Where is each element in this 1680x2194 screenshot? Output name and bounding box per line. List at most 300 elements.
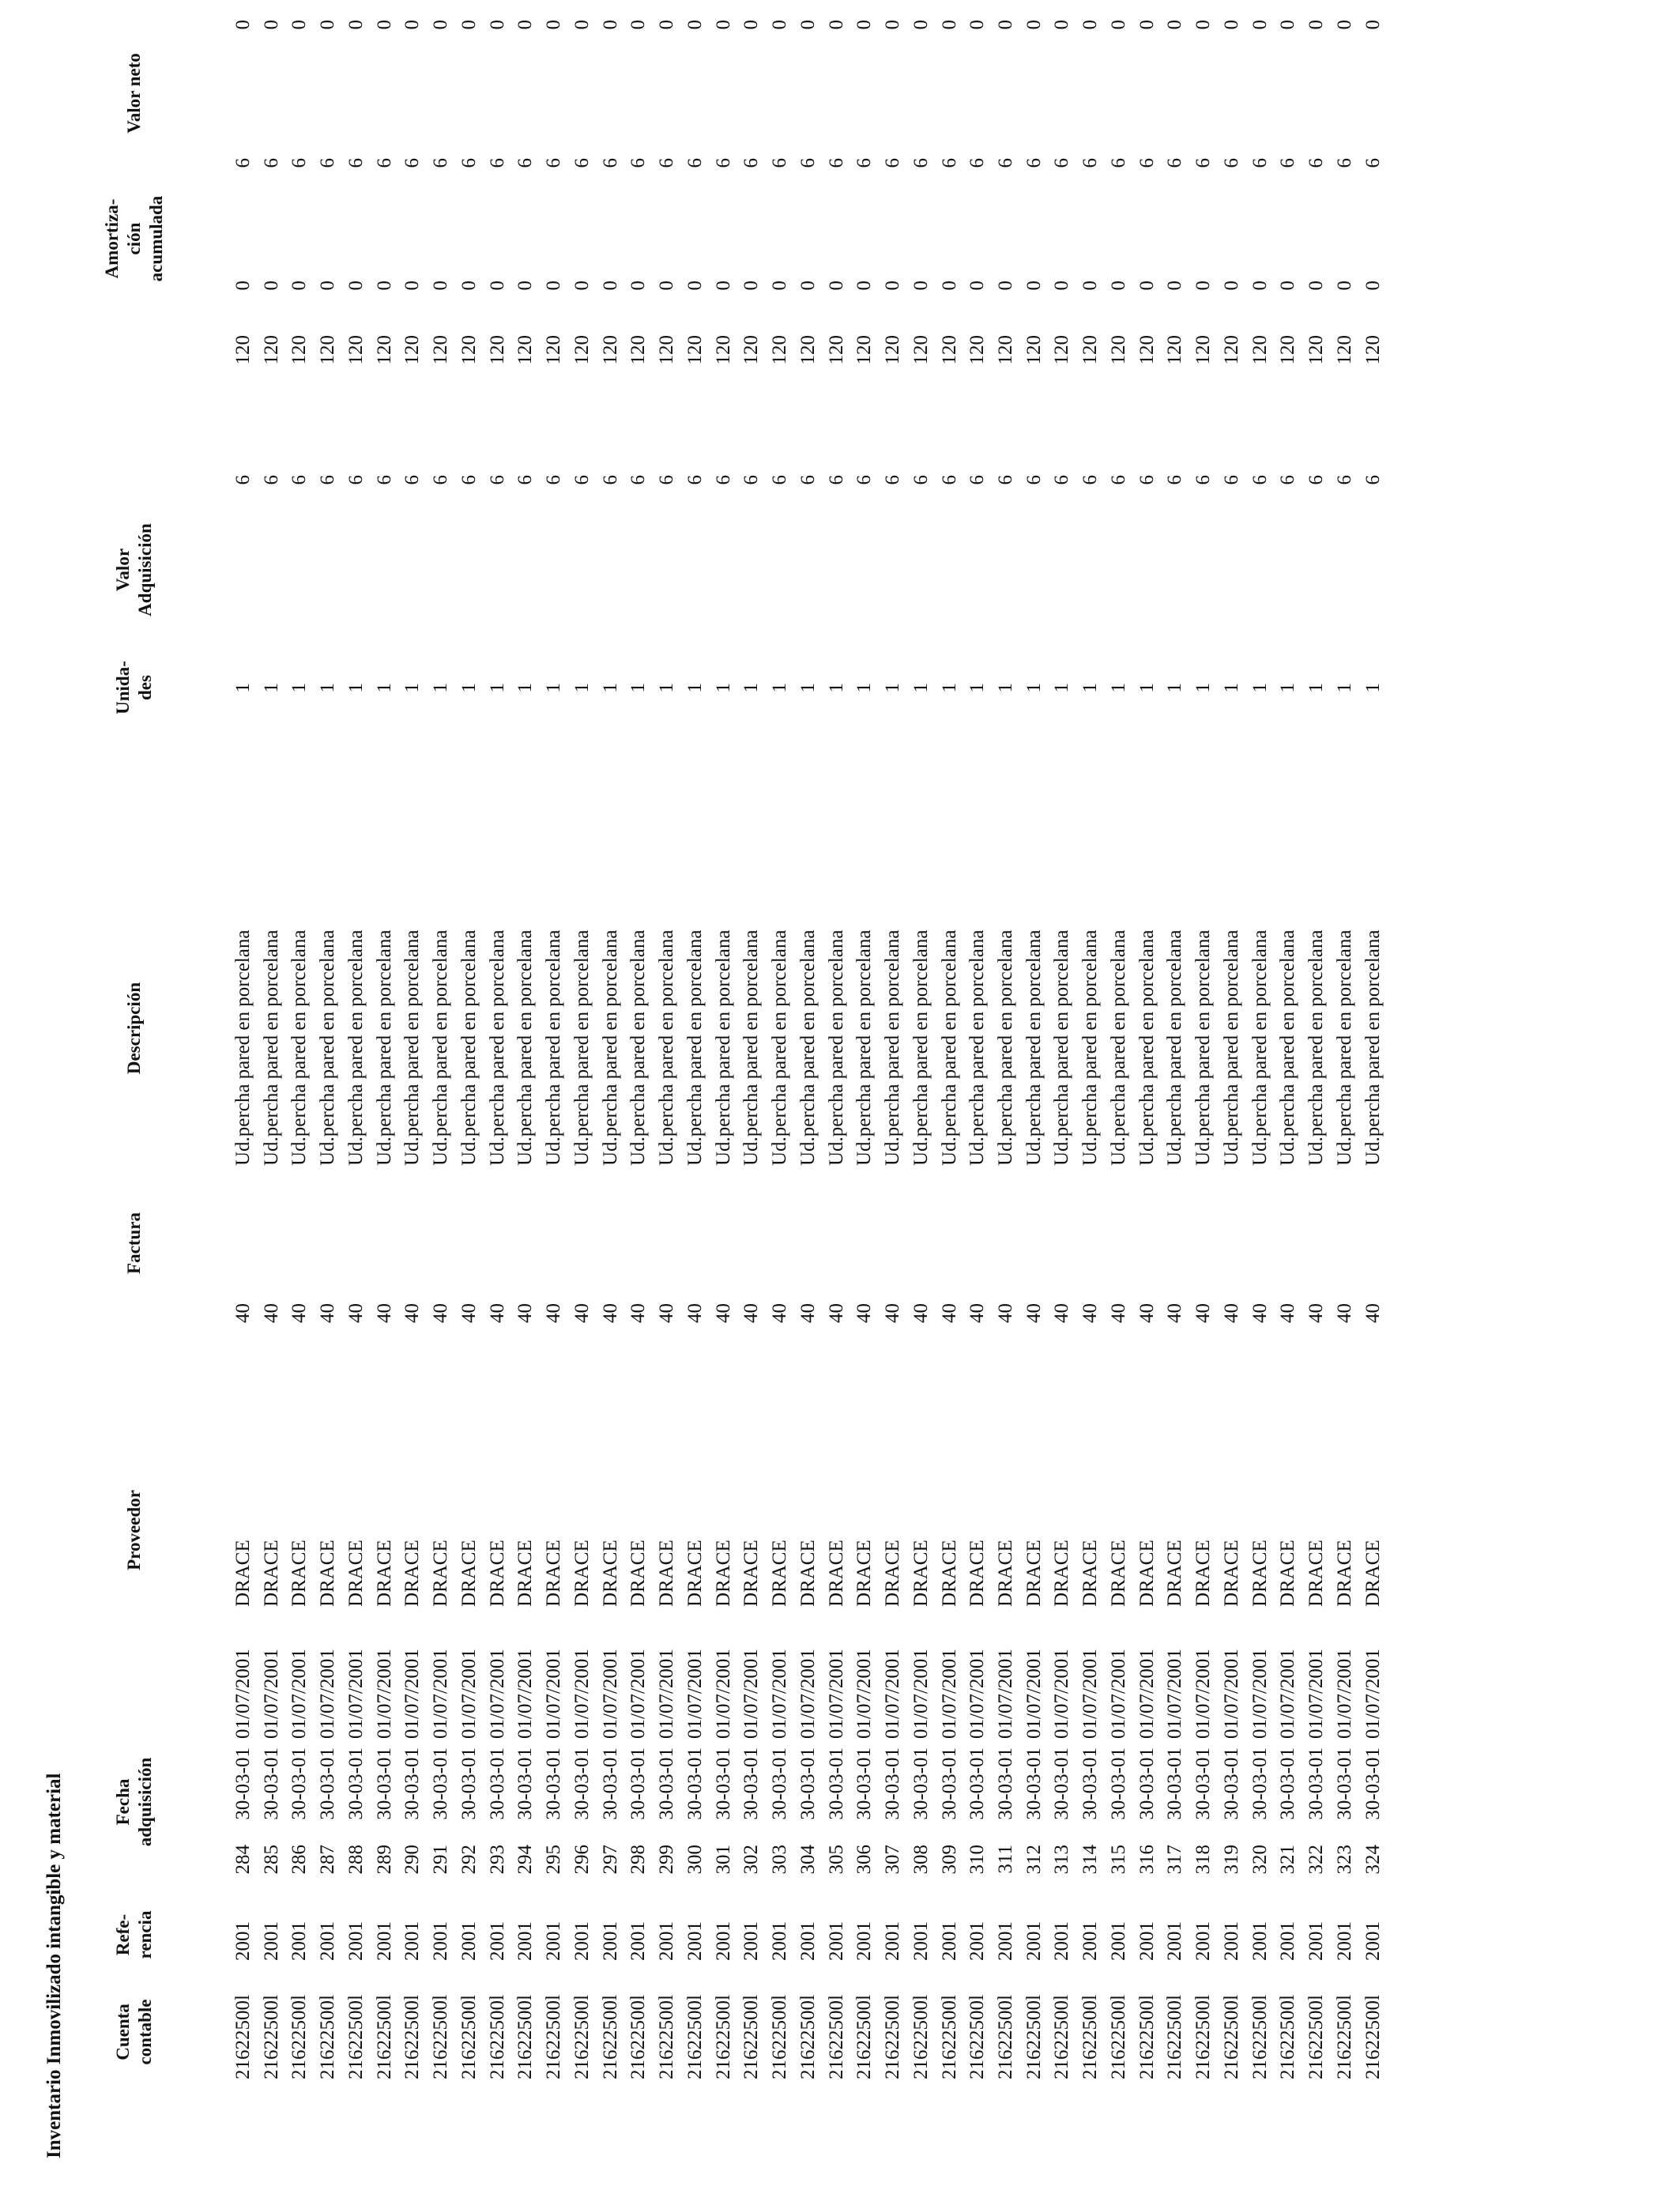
amortizacion-cell: 6 <box>486 158 508 168</box>
factura-cell: 40 <box>260 1303 282 1323</box>
coste-cell: 120 <box>599 335 621 365</box>
factura-cell: 40 <box>853 1303 876 1323</box>
proveedor-cell: DRACE <box>1051 1540 1073 1607</box>
amortizacion-cell: 6 <box>656 158 678 168</box>
proveedor-cell: DRACE <box>401 1540 424 1607</box>
amortizacion-cell: 6 <box>430 158 452 168</box>
cuenta-cell: 21622500l <box>712 1995 734 2079</box>
proveedor-cell: DRACE <box>288 1540 311 1607</box>
descripcion-cell: Ud.percha pared en porcelana <box>1333 929 1355 1166</box>
cuenta-cell: 21622500l <box>599 1995 621 2079</box>
amortizacion-cell: 6 <box>571 158 593 168</box>
fecha-cell: 30-03-01 <box>684 1747 706 1820</box>
proveedor-cell: DRACE <box>627 1540 650 1607</box>
descripcion-cell: Ud.percha pared en porcelana <box>373 929 395 1166</box>
valor-neto-cell: 0 <box>1249 20 1271 30</box>
amortizacion-cell: 6 <box>1136 158 1158 168</box>
unidades-cell: 1 <box>514 683 537 693</box>
valor-adquisicion-cell: 6 <box>571 475 593 485</box>
amortizacion-cell: 6 <box>712 158 734 168</box>
cuenta-cell: 21622500l <box>627 1995 650 2079</box>
factura-cell: 40 <box>1079 1303 1102 1323</box>
valor-adquisicion-cell: 6 <box>825 475 847 485</box>
valor-neto-cell: 0 <box>458 20 480 30</box>
referencia-cell: 2001 <box>486 1921 508 1961</box>
amortizacion-cell: 6 <box>1107 158 1129 168</box>
factura-cell: 40 <box>910 1303 932 1323</box>
unidades-cell: 1 <box>430 683 452 693</box>
cero-cell: 0 <box>514 281 537 291</box>
fecha-cell: 30-03-01 <box>543 1747 565 1820</box>
factura-cell: 40 <box>430 1303 452 1323</box>
descripcion-cell: Ud.percha pared en porcelana <box>853 929 876 1166</box>
cuenta-cell: 21622500l <box>1333 1995 1355 2079</box>
column-header-line: contable <box>135 1999 155 2065</box>
referencia-cell: 2001 <box>260 1921 282 1961</box>
column-header-fecha <box>112 1707 156 1897</box>
unidades-cell: 1 <box>571 683 593 693</box>
valor-neto-cell: 0 <box>966 20 989 30</box>
fecha-registro-cell: 01/07/2001 <box>1079 1649 1102 1739</box>
amortizacion-cell: 6 <box>966 158 989 168</box>
cero-cell: 0 <box>769 281 791 291</box>
fecha-registro-cell: 01/07/2001 <box>543 1649 565 1739</box>
cuenta-cell: 21622500l <box>430 1995 452 2079</box>
unidades-cell: 1 <box>994 683 1016 693</box>
cero-cell: 0 <box>1136 281 1158 291</box>
fecha-registro-cell: 01/07/2001 <box>712 1649 734 1739</box>
fecha-cell: 30-03-01 <box>571 1747 593 1820</box>
valor-adquisicion-cell: 6 <box>1362 475 1384 485</box>
cuenta-cell: 21622500l <box>458 1995 480 2079</box>
fecha-cell: 30-03-01 <box>1107 1747 1129 1820</box>
proveedor-cell: DRACE <box>317 1540 339 1607</box>
factura-cell: 40 <box>1192 1303 1215 1323</box>
unidades-cell: 1 <box>1305 683 1328 693</box>
proveedor-cell: DRACE <box>712 1540 734 1607</box>
factura-cell: 40 <box>966 1303 989 1323</box>
referencia-cell: 2001 <box>430 1921 452 1961</box>
cero-cell: 0 <box>966 281 989 291</box>
valor-adquisicion-cell: 6 <box>656 475 678 485</box>
fecha-registro-cell: 01/07/2001 <box>288 1649 311 1739</box>
numero-cell: 302 <box>740 1845 763 1875</box>
coste-cell: 120 <box>1079 335 1102 365</box>
valor-neto-cell: 0 <box>1362 20 1384 30</box>
proveedor-cell: DRACE <box>1079 1540 1102 1607</box>
factura-cell: 40 <box>288 1303 311 1323</box>
unidades-cell: 1 <box>910 683 932 693</box>
valor-adquisicion-cell: 6 <box>797 475 819 485</box>
coste-cell: 120 <box>1277 335 1299 365</box>
valor-adquisicion-cell: 6 <box>1277 475 1299 485</box>
proveedor-cell: DRACE <box>994 1540 1016 1607</box>
cuenta-cell: 21622500l <box>1079 1995 1102 2079</box>
proveedor-cell: DRACE <box>1277 1540 1299 1607</box>
numero-cell: 314 <box>1079 1845 1102 1875</box>
descripcion-cell: Ud.percha pared en porcelana <box>1192 929 1215 1166</box>
referencia-cell: 2001 <box>825 1921 847 1961</box>
coste-cell: 120 <box>1051 335 1073 365</box>
descripcion-cell: Ud.percha pared en porcelana <box>1362 929 1384 1166</box>
coste-cell: 120 <box>288 335 311 365</box>
unidades-cell: 1 <box>1051 683 1073 693</box>
fecha-registro-cell: 01/07/2001 <box>430 1649 452 1739</box>
cuenta-cell: 21622500l <box>232 1995 254 2079</box>
fecha-cell: 30-03-01 <box>1333 1747 1355 1820</box>
coste-cell: 120 <box>571 335 593 365</box>
fecha-registro-cell: 01/07/2001 <box>825 1649 847 1739</box>
cero-cell: 0 <box>1107 281 1129 291</box>
valor-neto-cell: 0 <box>938 20 960 30</box>
unidades-cell: 1 <box>345 683 367 693</box>
descripcion-cell: Ud.percha pared en porcelana <box>1220 929 1242 1166</box>
fecha-cell: 30-03-01 <box>1023 1747 1045 1820</box>
valor-adquisicion-cell: 6 <box>1023 475 1045 485</box>
valor-neto-cell: 0 <box>627 20 650 30</box>
column-header-line: Proveedor <box>124 1490 144 1570</box>
fecha-registro-cell: 01/07/2001 <box>1249 1649 1271 1739</box>
numero-cell: 319 <box>1220 1845 1242 1875</box>
valor-adquisicion-cell: 6 <box>769 475 791 485</box>
proveedor-cell: DRACE <box>882 1540 904 1607</box>
fecha-registro-cell: 01/07/2001 <box>1192 1649 1215 1739</box>
factura-cell: 40 <box>825 1303 847 1323</box>
factura-cell: 40 <box>1220 1303 1242 1323</box>
coste-cell: 120 <box>684 335 706 365</box>
referencia-cell: 2001 <box>1333 1921 1355 1961</box>
referencia-cell: 2001 <box>1136 1921 1158 1961</box>
cero-cell: 0 <box>797 281 819 291</box>
cero-cell: 0 <box>1192 281 1215 291</box>
valor-neto-cell: 0 <box>1277 20 1299 30</box>
amortizacion-cell: 6 <box>684 158 706 168</box>
coste-cell: 120 <box>1362 335 1384 365</box>
cero-cell: 0 <box>345 281 367 291</box>
factura-cell: 40 <box>797 1303 819 1323</box>
fecha-cell: 30-03-01 <box>797 1747 819 1820</box>
column-header-factura <box>123 1148 145 1338</box>
descripcion-cell: Ud.percha pared en porcelana <box>627 929 650 1166</box>
unidades-cell: 1 <box>1136 683 1158 693</box>
referencia-cell: 2001 <box>938 1921 960 1961</box>
fecha-registro-cell: 01/07/2001 <box>1107 1649 1129 1739</box>
valor-adquisicion-cell: 6 <box>740 475 763 485</box>
proveedor-cell: DRACE <box>966 1540 989 1607</box>
factura-cell: 40 <box>543 1303 565 1323</box>
referencia-cell: 2001 <box>1079 1921 1102 1961</box>
cero-cell: 0 <box>486 281 508 291</box>
numero-cell: 312 <box>1023 1845 1045 1875</box>
factura-cell: 40 <box>938 1303 960 1323</box>
unidades-cell: 1 <box>486 683 508 693</box>
cero-cell: 0 <box>1249 281 1271 291</box>
coste-cell: 120 <box>514 335 537 365</box>
coste-cell: 120 <box>458 335 480 365</box>
fecha-cell: 30-03-01 <box>994 1747 1016 1820</box>
column-header-line: rencia <box>135 1910 155 1959</box>
cuenta-cell: 21622500l <box>260 1995 282 2079</box>
unidades-cell: 1 <box>232 683 254 693</box>
fecha-cell: 30-03-01 <box>345 1747 367 1820</box>
valor-adquisicion-cell: 6 <box>543 475 565 485</box>
valor-adquisicion-cell: 6 <box>684 475 706 485</box>
fecha-cell: 30-03-01 <box>712 1747 734 1820</box>
descripcion-cell: Ud.percha pared en porcelana <box>1079 929 1102 1166</box>
referencia-cell: 2001 <box>712 1921 734 1961</box>
valor-adquisicion-cell: 6 <box>1220 475 1242 485</box>
numero-cell: 315 <box>1107 1845 1129 1875</box>
valor-adquisicion-cell: 6 <box>910 475 932 485</box>
valor-neto-cell: 0 <box>514 20 537 30</box>
descripcion-cell: Ud.percha pared en porcelana <box>656 929 678 1166</box>
numero-cell: 301 <box>712 1845 734 1875</box>
factura-cell: 40 <box>656 1303 678 1323</box>
descripcion-cell: Ud.percha pared en porcelana <box>1136 929 1158 1166</box>
unidades-cell: 1 <box>260 683 282 693</box>
referencia-cell: 2001 <box>1305 1921 1328 1961</box>
numero-cell: 316 <box>1136 1845 1158 1875</box>
proveedor-cell: DRACE <box>910 1540 932 1607</box>
column-header-line: des <box>135 675 155 700</box>
valor-adquisicion-cell: 6 <box>1249 475 1271 485</box>
numero-cell: 308 <box>910 1845 932 1875</box>
fecha-cell: 30-03-01 <box>938 1747 960 1820</box>
factura-cell: 40 <box>373 1303 395 1323</box>
valor-adquisicion-cell: 6 <box>627 475 650 485</box>
fecha-registro-cell: 01/07/2001 <box>373 1649 395 1739</box>
proveedor-cell: DRACE <box>853 1540 876 1607</box>
valor-neto-cell: 0 <box>740 20 763 30</box>
descripcion-cell: Ud.percha pared en porcelana <box>966 929 989 1166</box>
valor-neto-cell: 0 <box>317 20 339 30</box>
fecha-registro-cell: 01/07/2001 <box>938 1649 960 1739</box>
cero-cell: 0 <box>938 281 960 291</box>
unidades-cell: 1 <box>317 683 339 693</box>
unidades-cell: 1 <box>1079 683 1102 693</box>
valor-adquisicion-cell: 6 <box>882 475 904 485</box>
unidades-cell: 1 <box>1107 683 1129 693</box>
amortizacion-cell: 6 <box>740 158 763 168</box>
unidades-cell: 1 <box>882 683 904 693</box>
coste-cell: 120 <box>1164 335 1186 365</box>
referencia-cell: 2001 <box>1164 1921 1186 1961</box>
unidades-cell: 1 <box>1249 683 1271 693</box>
coste-cell: 120 <box>543 335 565 365</box>
factura-cell: 40 <box>1023 1303 1045 1323</box>
column-header-line: Unida- <box>113 661 133 714</box>
proveedor-cell: DRACE <box>825 1540 847 1607</box>
factura-cell: 40 <box>627 1303 650 1323</box>
amortizacion-cell: 6 <box>1362 158 1384 168</box>
cuenta-cell: 21622500l <box>656 1995 678 2079</box>
factura-cell: 40 <box>1107 1303 1129 1323</box>
cero-cell: 0 <box>458 281 480 291</box>
coste-cell: 120 <box>627 335 650 365</box>
unidades-cell: 1 <box>458 683 480 693</box>
numero-cell: 309 <box>938 1845 960 1875</box>
fecha-cell: 30-03-01 <box>853 1747 876 1820</box>
numero-cell: 290 <box>401 1845 424 1875</box>
proveedor-cell: DRACE <box>1362 1540 1384 1607</box>
cero-cell: 0 <box>232 281 254 291</box>
valor-adquisicion-cell: 6 <box>514 475 537 485</box>
descripcion-cell: Ud.percha pared en porcelana <box>769 929 791 1166</box>
cuenta-cell: 21622500l <box>543 1995 565 2079</box>
numero-cell: 306 <box>853 1845 876 1875</box>
valor-neto-cell: 0 <box>486 20 508 30</box>
numero-cell: 293 <box>486 1845 508 1875</box>
coste-cell: 120 <box>1333 335 1355 365</box>
valor-adquisicion-cell: 6 <box>1051 475 1073 485</box>
descripcion-cell: Ud.percha pared en porcelana <box>260 929 282 1166</box>
referencia-cell: 2001 <box>1277 1921 1299 1961</box>
valor-neto-cell: 0 <box>712 20 734 30</box>
numero-cell: 317 <box>1164 1845 1186 1875</box>
fecha-cell: 30-03-01 <box>769 1747 791 1820</box>
amortizacion-cell: 6 <box>1220 158 1242 168</box>
fecha-cell: 30-03-01 <box>1249 1747 1271 1820</box>
referencia-cell: 2001 <box>571 1921 593 1961</box>
unidades-cell: 1 <box>1333 683 1355 693</box>
amortizacion-cell: 6 <box>543 158 565 168</box>
fecha-registro-cell: 01/07/2001 <box>797 1649 819 1739</box>
amortizacion-cell: 6 <box>1333 158 1355 168</box>
coste-cell: 120 <box>1107 335 1129 365</box>
amortizacion-cell: 6 <box>1051 158 1073 168</box>
descripcion-cell: Ud.percha pared en porcelana <box>1023 929 1045 1166</box>
valor-neto-cell: 0 <box>797 20 819 30</box>
numero-cell: 291 <box>430 1845 452 1875</box>
factura-cell: 40 <box>345 1303 367 1323</box>
descripcion-cell: Ud.percha pared en porcelana <box>1277 929 1299 1166</box>
fecha-registro-cell: 01/07/2001 <box>1333 1649 1355 1739</box>
factura-cell: 40 <box>740 1303 763 1323</box>
cuenta-cell: 21622500l <box>1362 1995 1384 2079</box>
referencia-cell: 2001 <box>966 1921 989 1961</box>
cuenta-cell: 21622500l <box>769 1995 791 2079</box>
numero-cell: 297 <box>599 1845 621 1875</box>
fecha-registro-cell: 01/07/2001 <box>1023 1649 1045 1739</box>
cero-cell: 0 <box>712 281 734 291</box>
unidades-cell: 1 <box>1220 683 1242 693</box>
valor-adquisicion-cell: 6 <box>966 475 989 485</box>
column-header-line: ción <box>124 222 144 255</box>
cero-cell: 0 <box>825 281 847 291</box>
valor-neto-cell: 0 <box>1023 20 1045 30</box>
referencia-cell: 2001 <box>599 1921 621 1961</box>
proveedor-cell: DRACE <box>373 1540 395 1607</box>
coste-cell: 120 <box>232 335 254 365</box>
fecha-cell: 30-03-01 <box>627 1747 650 1820</box>
amortizacion-cell: 6 <box>1164 158 1186 168</box>
fecha-registro-cell: 01/07/2001 <box>599 1649 621 1739</box>
numero-cell: 310 <box>966 1845 989 1875</box>
amortizacion-cell: 6 <box>458 158 480 168</box>
valor-neto-cell: 0 <box>1164 20 1186 30</box>
unidades-cell: 1 <box>966 683 989 693</box>
fecha-registro-cell: 01/07/2001 <box>401 1649 424 1739</box>
numero-cell: 324 <box>1362 1845 1384 1875</box>
valor-neto-cell: 0 <box>1333 20 1355 30</box>
factura-cell: 40 <box>401 1303 424 1323</box>
fecha-registro-cell: 01/07/2001 <box>769 1649 791 1739</box>
coste-cell: 120 <box>825 335 847 365</box>
descripcion-cell: Ud.percha pared en porcelana <box>938 929 960 1166</box>
fecha-cell: 30-03-01 <box>882 1747 904 1820</box>
fecha-registro-cell: 01/07/2001 <box>232 1649 254 1739</box>
referencia-cell: 2001 <box>1362 1921 1384 1961</box>
cuenta-cell: 21622500l <box>853 1995 876 2079</box>
fecha-registro-cell: 01/07/2001 <box>458 1649 480 1739</box>
descripcion-cell: Ud.percha pared en porcelana <box>514 929 537 1166</box>
column-header-line: Valor <box>113 548 133 592</box>
fecha-registro-cell: 01/07/2001 <box>994 1649 1016 1739</box>
descripcion-cell: Ud.percha pared en porcelana <box>797 929 819 1166</box>
fecha-registro-cell: 01/07/2001 <box>1136 1649 1158 1739</box>
proveedor-cell: DRACE <box>1107 1540 1129 1607</box>
column-header-line: Amortiza- <box>102 198 122 279</box>
coste-cell: 120 <box>1023 335 1045 365</box>
cuenta-cell: 21622500l <box>966 1995 989 2079</box>
proveedor-cell: DRACE <box>1164 1540 1186 1607</box>
valor-adquisicion-cell: 6 <box>599 475 621 485</box>
fecha-registro-cell: 01/07/2001 <box>1220 1649 1242 1739</box>
valor-neto-cell: 0 <box>430 20 452 30</box>
coste-cell: 120 <box>345 335 367 365</box>
coste-cell: 120 <box>1220 335 1242 365</box>
numero-cell: 313 <box>1051 1845 1073 1875</box>
cero-cell: 0 <box>684 281 706 291</box>
amortizacion-cell: 6 <box>994 158 1016 168</box>
descripcion-cell: Ud.percha pared en porcelana <box>1249 929 1271 1166</box>
valor-adquisicion-cell: 6 <box>430 475 452 485</box>
amortizacion-cell: 6 <box>1079 158 1102 168</box>
numero-cell: 288 <box>345 1845 367 1875</box>
cuenta-cell: 21622500l <box>571 1995 593 2079</box>
valor-neto-cell: 0 <box>571 20 593 30</box>
cero-cell: 0 <box>627 281 650 291</box>
cuenta-cell: 21622500l <box>1277 1995 1299 2079</box>
descripcion-cell: Ud.percha pared en porcelana <box>401 929 424 1166</box>
factura-cell: 40 <box>882 1303 904 1323</box>
descripcion-cell: Ud.percha pared en porcelana <box>317 929 339 1166</box>
factura-cell: 40 <box>599 1303 621 1323</box>
factura-cell: 40 <box>232 1303 254 1323</box>
fecha-cell: 30-03-01 <box>1079 1747 1102 1820</box>
coste-cell: 120 <box>740 335 763 365</box>
valor-neto-cell: 0 <box>910 20 932 30</box>
column-header-line: Adquisición <box>135 523 155 616</box>
fecha-cell: 30-03-01 <box>966 1747 989 1820</box>
valor-neto-cell: 0 <box>882 20 904 30</box>
fecha-cell: 30-03-01 <box>260 1747 282 1820</box>
factura-cell: 40 <box>1305 1303 1328 1323</box>
cuenta-cell: 21622500l <box>1249 1995 1271 2079</box>
coste-cell: 120 <box>712 335 734 365</box>
valor-neto-cell: 0 <box>1107 20 1129 30</box>
cuenta-cell: 21622500l <box>1164 1995 1186 2079</box>
valor-neto-cell: 0 <box>1192 20 1215 30</box>
unidades-cell: 1 <box>1277 683 1299 693</box>
cero-cell: 0 <box>430 281 452 291</box>
valor-adquisicion-cell: 6 <box>345 475 367 485</box>
amortizacion-cell: 6 <box>288 158 311 168</box>
amortizacion-cell: 6 <box>825 158 847 168</box>
cero-cell: 0 <box>994 281 1016 291</box>
proveedor-cell: DRACE <box>1249 1540 1271 1607</box>
factura-cell: 40 <box>712 1303 734 1323</box>
